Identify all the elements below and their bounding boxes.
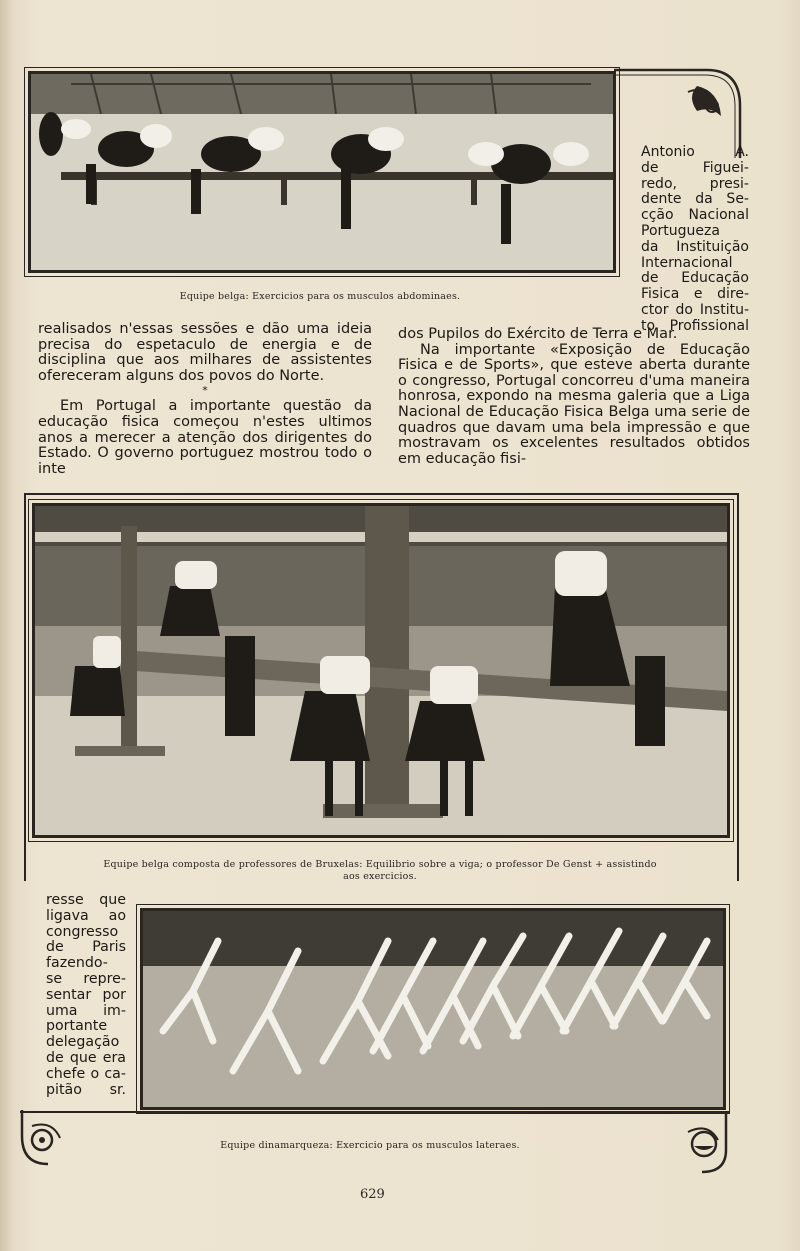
middle-caption-line-1: Equipe belga composta de professores de Bruxelas: Equilibrio sobre a viga; o professor De Genst + assistindo xyxy=(103,859,657,870)
sidebar-line: cção Nacional xyxy=(641,207,749,224)
narrow-line: uma im- xyxy=(46,1002,126,1019)
right-paragraph-1: dos Pupilos do Exército de Terra e Mar. xyxy=(398,326,678,342)
narrow-line: congresso xyxy=(46,923,119,940)
middle-frame-right xyxy=(737,493,739,881)
bottom-photo-caption: Equipe dinamarqueza: Exercicio para os musculos lateraes. xyxy=(220,1140,520,1151)
narrow-line: resse que xyxy=(46,892,126,908)
art-nouveau-ornament-bottom-right xyxy=(668,1110,730,1176)
article-left-column xyxy=(38,322,372,477)
sidebar-line: to Profissional xyxy=(641,317,749,334)
middle-caption-line-2: aos exercicios. xyxy=(343,871,417,882)
sidebar-line: Antonio A. xyxy=(641,144,749,160)
middle-frame-left xyxy=(24,493,26,881)
art-nouveau-ornament-bottom-left xyxy=(18,1106,78,1168)
middle-photo-caption xyxy=(60,859,700,883)
sidebar-line: da Instituição xyxy=(641,238,749,255)
narrow-line: pitão sr. xyxy=(46,1081,126,1098)
left-paragraph-2: Em Portugal a importante questão da educação fisica começou n'estes ultimos anos a merecer a atenção dos dirigentes do Estado. O governo portuguez mostrou todo o inte xyxy=(38,398,372,477)
sidebar-line: Internacional xyxy=(641,254,733,271)
article-narrow-column xyxy=(46,893,126,1098)
page-number: 629 xyxy=(360,1187,385,1202)
narrow-line: fazendo- xyxy=(46,955,108,972)
photo-danish-lateral-exercise xyxy=(140,908,726,1110)
sidebar-line: de Educação xyxy=(641,270,749,287)
narrow-line: de que era xyxy=(46,1049,126,1066)
narrow-line: ligava ao xyxy=(46,907,126,924)
sidebar-line: Fisica e dire- xyxy=(641,286,749,303)
right-paragraph-2: Na importante «Exposição de Educação Fisica e de Sports», que esteve aberta durante o congresso, Portugal concorreu d'uma maneira honrosa, expondo na mesma galeria que a Liga Nacional de Educação Fisica Belga uma serie de quadros que davam uma bela impressão e que mostravam os excelentes resultados obtidos em educação fisi- xyxy=(398,341,750,467)
sidebar-line: ctor do Institu- xyxy=(641,301,749,318)
narrow-line: de Paris xyxy=(46,939,126,956)
narrow-line: delegação xyxy=(46,1034,120,1051)
sidebar-line: de Figuei- xyxy=(641,159,749,176)
sidebar-line: Portugueza xyxy=(641,222,720,239)
bottom-frame-line xyxy=(20,1111,730,1113)
sidebar-line: dente da Se- xyxy=(641,191,749,208)
middle-frame-top xyxy=(24,493,739,495)
photo-belgian-abdominal-exercise xyxy=(28,71,616,273)
narrow-line: chefe o ca- xyxy=(46,1065,126,1082)
sidebar-caption-text xyxy=(641,145,749,335)
narrow-line: portante xyxy=(46,1018,108,1035)
top-photo-caption: Equipe belga: Exercicios para os musculos abdominaes. xyxy=(179,291,461,302)
section-separator: * xyxy=(202,384,208,398)
sidebar-line: redo, presi- xyxy=(641,175,749,192)
left-paragraph-1: realisados n'essas sessões e dão uma ideia precisa do espetaculo de energia e de disciplina que aos milhares de assistentes ofereceram alguns dos povos do Norte. xyxy=(38,321,372,384)
photo-belgian-balance-beam xyxy=(32,503,730,838)
narrow-line: sentar por xyxy=(46,986,126,1003)
article-right-column xyxy=(398,327,750,467)
narrow-line: se repre- xyxy=(46,970,126,987)
